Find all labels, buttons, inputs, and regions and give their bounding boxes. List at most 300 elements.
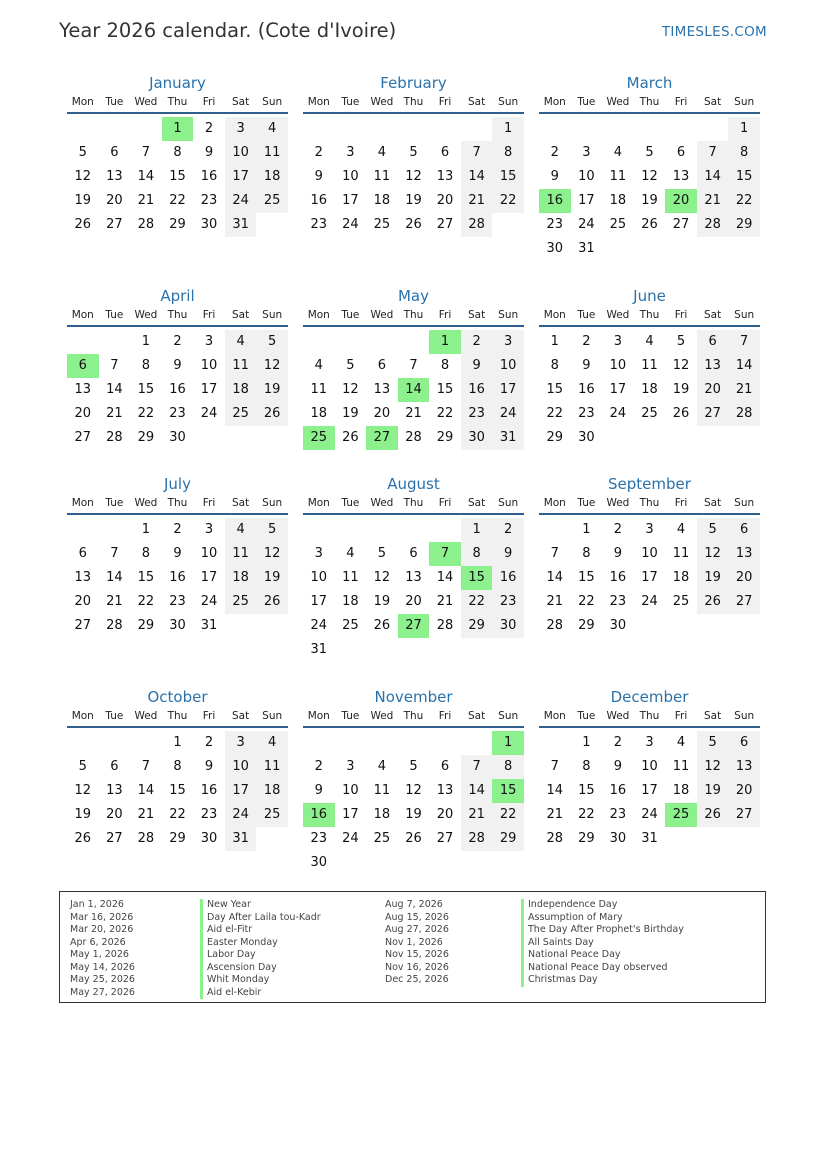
legend-holiday-name: Assumption of Mary: [521, 912, 684, 925]
day-cell: 10: [310, 570, 328, 585]
day-cell: 15: [169, 169, 186, 184]
day-cell: 14: [137, 783, 155, 798]
weekday-label: Sun: [734, 96, 755, 108]
week-row: [539, 542, 760, 566]
weekend-day-cell: 10: [225, 141, 257, 165]
legend-holiday-name: New Year: [200, 899, 321, 912]
weekday-label: Sat: [467, 309, 486, 321]
empty-day-cell: [539, 117, 571, 141]
legend-date: May 14, 2026: [70, 961, 135, 973]
week-row: [539, 590, 760, 614]
week-row: [303, 518, 524, 542]
day-cell: 30: [609, 618, 627, 633]
weekend-day-cell: 28: [461, 827, 493, 851]
week-row: [539, 117, 760, 141]
day-cell: 17: [641, 783, 658, 798]
holiday-day-cell: 14: [398, 378, 430, 402]
day-cell: 15: [436, 382, 454, 397]
day-cell: 14: [436, 570, 454, 585]
weekday-label: Sun: [262, 497, 283, 509]
day-cell: 2: [204, 735, 214, 750]
day-cell: 14: [546, 783, 564, 798]
week-row: [539, 165, 760, 189]
day-cell: 15: [137, 570, 155, 585]
day-cell: 24: [641, 807, 658, 822]
empty-day-cell: [398, 731, 430, 755]
day-cell: 30: [169, 618, 186, 633]
holiday-day-cell: 16: [539, 189, 571, 213]
weekday-label: Wed: [370, 497, 394, 509]
day-cell: 10: [641, 759, 658, 774]
day-cell: 29: [169, 217, 186, 232]
weekday-label: Wed: [606, 497, 630, 509]
weekend-day-cell: 12: [256, 354, 288, 378]
day-cell: 30: [200, 831, 218, 846]
weekend-day-cell: 16: [492, 566, 524, 590]
empty-day-cell: [429, 117, 461, 141]
weekend-day-cell: 7: [461, 755, 493, 779]
weekday-label: Wed: [370, 96, 394, 108]
empty-day-cell: [602, 426, 634, 450]
day-cell: 3: [204, 334, 214, 349]
month-name: November: [374, 688, 453, 706]
weekend-day-cell: 3: [225, 731, 257, 755]
day-cell: 4: [645, 334, 654, 349]
weekday-label: Sat: [467, 96, 486, 108]
weekday-label: Wed: [134, 497, 158, 509]
holiday-day-cell: 25: [665, 803, 697, 827]
weekend-day-cell: 23: [461, 402, 493, 426]
day-cell: 14: [106, 570, 123, 585]
day-cell: 30: [578, 430, 595, 445]
day-cell: 31: [310, 642, 328, 657]
weekend-day-cell: 29: [461, 614, 493, 638]
day-cell: 29: [578, 618, 595, 633]
empty-day-cell: [461, 638, 493, 662]
weekend-day-cell: 27: [728, 590, 760, 614]
day-cell: 17: [200, 570, 218, 585]
empty-day-cell: [728, 827, 760, 851]
empty-day-cell: [256, 426, 288, 450]
day-cell: 21: [137, 807, 155, 822]
weekday-label: Tue: [577, 497, 596, 509]
empty-day-cell: [634, 117, 666, 141]
day-cell: 22: [546, 406, 564, 421]
empty-day-cell: [256, 614, 288, 638]
weekend-day-cell: 6: [728, 731, 760, 755]
month-name: August: [387, 475, 440, 493]
week-row: [303, 189, 524, 213]
day-cell: 2: [204, 121, 214, 136]
weekend-day-cell: 31: [492, 426, 524, 450]
weekday-label: Sat: [703, 710, 722, 722]
weekday-label: Tue: [577, 710, 596, 722]
empty-day-cell: [398, 518, 430, 542]
weekend-day-cell: 22: [728, 189, 760, 213]
weekday-label: Mon: [543, 309, 566, 321]
week-row: [303, 755, 524, 779]
month-august: [303, 474, 524, 662]
day-cell: 3: [204, 522, 214, 537]
day-cell: 28: [405, 430, 422, 445]
empty-day-cell: [67, 117, 99, 141]
weekday-label: Fri: [438, 497, 452, 509]
legend-date: Nov 15, 2026: [385, 949, 449, 960]
day-cell: 12: [405, 783, 422, 798]
weekend-day-cell: 28: [728, 402, 760, 426]
empty-day-cell: [539, 518, 571, 542]
empty-day-cell: [665, 827, 697, 851]
weekend-day-cell: 31: [225, 213, 257, 237]
legend-date: May 25, 2026: [70, 974, 135, 985]
empty-day-cell: [366, 851, 398, 875]
weekend-day-cell: 16: [461, 378, 493, 402]
weekday-label: Fri: [674, 96, 688, 108]
day-cell: 8: [173, 759, 182, 774]
day-cell: 1: [141, 522, 151, 537]
weekday-label: Wed: [134, 309, 158, 321]
day-cell: 28: [137, 831, 155, 846]
weekday-label: Thu: [403, 497, 424, 509]
day-cell: 28: [137, 217, 155, 232]
weekday-header: [539, 707, 760, 728]
weekend-day-cell: 11: [256, 141, 288, 165]
day-cell: 2: [314, 145, 323, 160]
weekday-label: Thu: [167, 96, 188, 108]
month-october: [67, 687, 288, 851]
weekend-day-cell: 14: [728, 354, 760, 378]
weekday-label: Sat: [231, 96, 250, 108]
day-cell: 25: [373, 831, 391, 846]
day-cell: 12: [641, 169, 658, 184]
week-row: [67, 779, 288, 803]
day-cell: 13: [106, 169, 123, 184]
day-cell: 4: [676, 522, 686, 537]
weekday-label: Thu: [403, 96, 424, 108]
month-name: December: [610, 688, 689, 706]
day-cell: 23: [169, 594, 186, 609]
week-row: [303, 851, 524, 875]
weekday-label: Sun: [734, 497, 755, 509]
weekday-label: Thu: [639, 309, 660, 321]
month-name: February: [380, 74, 447, 92]
day-cell: 6: [78, 546, 87, 561]
weekday-label: Sat: [231, 710, 250, 722]
weekday-label: Sun: [498, 96, 519, 108]
weekend-day-cell: 12: [256, 542, 288, 566]
day-cell: 18: [672, 783, 690, 798]
week-row: [67, 189, 288, 213]
week-row: [67, 141, 288, 165]
week-row: [539, 518, 760, 542]
week-row: [539, 755, 760, 779]
weekend-day-cell: 22: [492, 189, 524, 213]
day-cell: 14: [106, 382, 123, 397]
day-cell: 11: [672, 546, 690, 561]
day-cell: 24: [609, 406, 627, 421]
empty-day-cell: [728, 426, 760, 450]
legend-date: May 27, 2026: [70, 986, 135, 998]
day-cell: 3: [346, 145, 355, 160]
weekday-label: Sat: [703, 497, 722, 509]
day-cell: 10: [609, 358, 627, 373]
day-cell: 28: [106, 618, 123, 633]
weekday-label: Wed: [134, 710, 158, 722]
day-cell: 2: [173, 334, 182, 349]
weekday-label: Tue: [105, 96, 124, 108]
day-cell: 24: [200, 406, 218, 421]
day-cell: 8: [582, 759, 591, 774]
empty-day-cell: [256, 827, 288, 851]
day-cell: 22: [578, 807, 595, 822]
day-cell: 19: [672, 382, 690, 397]
weekday-label: Mon: [71, 309, 94, 321]
day-cell: 17: [609, 382, 627, 397]
weekday-label: Sat: [467, 710, 486, 722]
weekend-day-cell: 15: [492, 165, 524, 189]
week-row: [67, 354, 288, 378]
week-row: [303, 426, 524, 450]
weekend-day-cell: 4: [256, 731, 288, 755]
holiday-day-cell: 1: [429, 330, 461, 354]
day-cell: 7: [110, 546, 119, 561]
day-cell: 23: [578, 406, 595, 421]
day-cell: 19: [373, 594, 391, 609]
day-cell: 9: [613, 759, 623, 774]
month-july: [67, 474, 288, 638]
legend-dates-left: [70, 899, 135, 999]
day-cell: 5: [78, 145, 87, 160]
day-cell: 13: [74, 382, 92, 397]
day-cell: 18: [641, 382, 658, 397]
week-row: [539, 213, 760, 237]
month-name: April: [160, 287, 195, 305]
day-cell: 5: [409, 145, 418, 160]
weekend-day-cell: 4: [225, 330, 257, 354]
week-row: [539, 426, 760, 450]
day-cell: 19: [74, 193, 92, 208]
day-cell: 17: [310, 594, 328, 609]
day-cell: 14: [137, 169, 155, 184]
day-cell: 2: [613, 522, 623, 537]
weekend-day-cell: 10: [492, 354, 524, 378]
weekend-day-cell: 9: [492, 542, 524, 566]
weekend-day-cell: 27: [697, 402, 729, 426]
day-cell: 27: [106, 831, 123, 846]
weekday-label: Thu: [167, 497, 188, 509]
legend-date: Mar 16, 2026: [70, 911, 134, 923]
day-cell: 27: [74, 430, 92, 445]
day-cell: 26: [641, 217, 658, 232]
day-cell: 24: [342, 831, 359, 846]
day-cell: 22: [436, 406, 454, 421]
day-cell: 11: [641, 358, 658, 373]
day-cell: 24: [578, 217, 595, 232]
legend-date: Aug 7, 2026: [385, 899, 443, 910]
day-cell: 27: [436, 831, 454, 846]
day-cell: 19: [342, 406, 359, 421]
week-row: [67, 117, 288, 141]
day-cell: 13: [436, 783, 454, 798]
day-cell: 25: [373, 217, 391, 232]
empty-day-cell: [398, 330, 430, 354]
weekday-label: Fri: [202, 710, 216, 722]
weekend-day-cell: 25: [256, 803, 288, 827]
weekend-day-cell: 19: [256, 566, 288, 590]
day-cell: 7: [550, 546, 559, 561]
day-cell: 2: [314, 759, 323, 774]
day-cell: 9: [204, 759, 214, 774]
legend-holiday-name: Ascension Day: [200, 962, 321, 975]
weekday-label: Tue: [105, 497, 124, 509]
day-cell: 23: [546, 217, 564, 232]
weekday-label: Thu: [403, 309, 424, 321]
weekend-day-cell: 3: [225, 117, 257, 141]
month-april: [67, 286, 288, 450]
empty-day-cell: [634, 237, 666, 261]
weekend-day-cell: 1: [461, 518, 493, 542]
day-cell: 29: [578, 831, 595, 846]
weekday-label: Tue: [341, 309, 360, 321]
day-cell: 6: [440, 759, 450, 774]
weekday-label: Sat: [231, 497, 250, 509]
day-cell: 16: [200, 783, 218, 798]
week-row: [303, 731, 524, 755]
weekend-day-cell: 26: [256, 402, 288, 426]
day-cell: 21: [436, 594, 454, 609]
week-row: [67, 566, 288, 590]
empty-day-cell: [193, 426, 225, 450]
weekday-label: Tue: [105, 710, 124, 722]
day-cell: 26: [405, 217, 422, 232]
day-cell: 30: [169, 430, 186, 445]
month-march: [539, 73, 760, 261]
day-cell: 7: [110, 358, 119, 373]
empty-day-cell: [429, 518, 461, 542]
day-cell: 27: [74, 618, 92, 633]
empty-day-cell: [539, 731, 571, 755]
weekday-label: Sun: [734, 309, 755, 321]
holiday-day-cell: 15: [461, 566, 493, 590]
day-cell: 25: [342, 618, 359, 633]
weekday-label: Fri: [674, 710, 688, 722]
empty-day-cell: [492, 638, 524, 662]
day-cell: 18: [609, 193, 627, 208]
weekend-day-cell: 13: [728, 542, 760, 566]
week-row: [303, 213, 524, 237]
day-cell: 30: [200, 217, 218, 232]
week-row: [539, 141, 760, 165]
day-cell: 14: [546, 570, 564, 585]
empty-day-cell: [99, 731, 131, 755]
holiday-day-cell: 6: [67, 354, 99, 378]
holiday-legend: [59, 891, 766, 1003]
weekend-day-cell: 24: [492, 402, 524, 426]
day-cell: 28: [106, 430, 123, 445]
empty-day-cell: [67, 731, 99, 755]
empty-day-cell: [303, 518, 335, 542]
day-cell: 10: [200, 546, 218, 561]
day-cell: 7: [141, 759, 151, 774]
month-september: [539, 474, 760, 638]
empty-day-cell: [335, 638, 367, 662]
day-cell: 22: [169, 807, 186, 822]
empty-day-cell: [130, 117, 162, 141]
holiday-day-cell: 15: [492, 779, 524, 803]
day-cell: 5: [346, 358, 355, 373]
day-cell: 22: [137, 594, 155, 609]
holiday-day-cell: 27: [398, 614, 430, 638]
day-cell: 9: [550, 169, 559, 184]
weekend-day-cell: 24: [225, 803, 257, 827]
day-cell: 28: [546, 618, 564, 633]
day-cell: 9: [582, 358, 591, 373]
day-cell: 18: [310, 406, 328, 421]
week-row: [67, 755, 288, 779]
month-february: [303, 73, 524, 237]
weekend-day-cell: 7: [697, 141, 729, 165]
empty-day-cell: [366, 330, 398, 354]
week-row: [303, 803, 524, 827]
day-cell: 27: [436, 217, 454, 232]
weekend-day-cell: 12: [697, 755, 729, 779]
day-cell: 12: [74, 783, 92, 798]
month-may: [303, 286, 524, 450]
weekend-day-cell: 2: [461, 330, 493, 354]
weekday-label: Fri: [674, 309, 688, 321]
month-december: [539, 687, 760, 851]
day-cell: 12: [74, 169, 92, 184]
legend-date: Aug 15, 2026: [385, 911, 449, 923]
weekday-label: Fri: [202, 96, 216, 108]
empty-day-cell: [461, 117, 493, 141]
weekday-label: Wed: [606, 96, 630, 108]
day-cell: 9: [314, 169, 323, 184]
legend-date: Jan 1, 2026: [70, 899, 124, 910]
day-cell: 13: [405, 570, 422, 585]
legend-holiday-name: Labor Day: [200, 949, 321, 962]
day-cell: 3: [314, 546, 323, 561]
week-row: [67, 213, 288, 237]
day-cell: 24: [200, 594, 218, 609]
legend-holiday-name: Easter Monday: [200, 937, 321, 950]
week-row: [67, 542, 288, 566]
legend-date: Nov 16, 2026: [385, 961, 449, 973]
weekday-label: Fri: [674, 497, 688, 509]
brand-link[interactable]: TIMESLES.COM: [661, 24, 767, 40]
empty-day-cell: [665, 426, 697, 450]
day-cell: 20: [106, 807, 123, 822]
week-row: [67, 590, 288, 614]
weekend-day-cell: 7: [728, 330, 760, 354]
empty-day-cell: [303, 731, 335, 755]
weekend-day-cell: 22: [492, 803, 524, 827]
legend-holiday-name: Christmas Day: [521, 974, 684, 987]
empty-day-cell: [665, 237, 697, 261]
day-cell: 18: [672, 570, 690, 585]
day-cell: 26: [74, 831, 92, 846]
weekend-day-cell: 21: [697, 189, 729, 213]
page-title: Year 2026 calendar. (Cote d'Ivoire): [59, 19, 397, 42]
weekday-label: Sun: [734, 710, 755, 722]
day-cell: 12: [342, 382, 359, 397]
week-row: [67, 426, 288, 450]
day-cell: 11: [342, 570, 359, 585]
day-cell: 3: [645, 735, 654, 750]
day-cell: 5: [377, 546, 387, 561]
weekend-day-cell: 9: [461, 354, 493, 378]
legend-holiday-name: Aid el-Fitr: [200, 924, 321, 937]
